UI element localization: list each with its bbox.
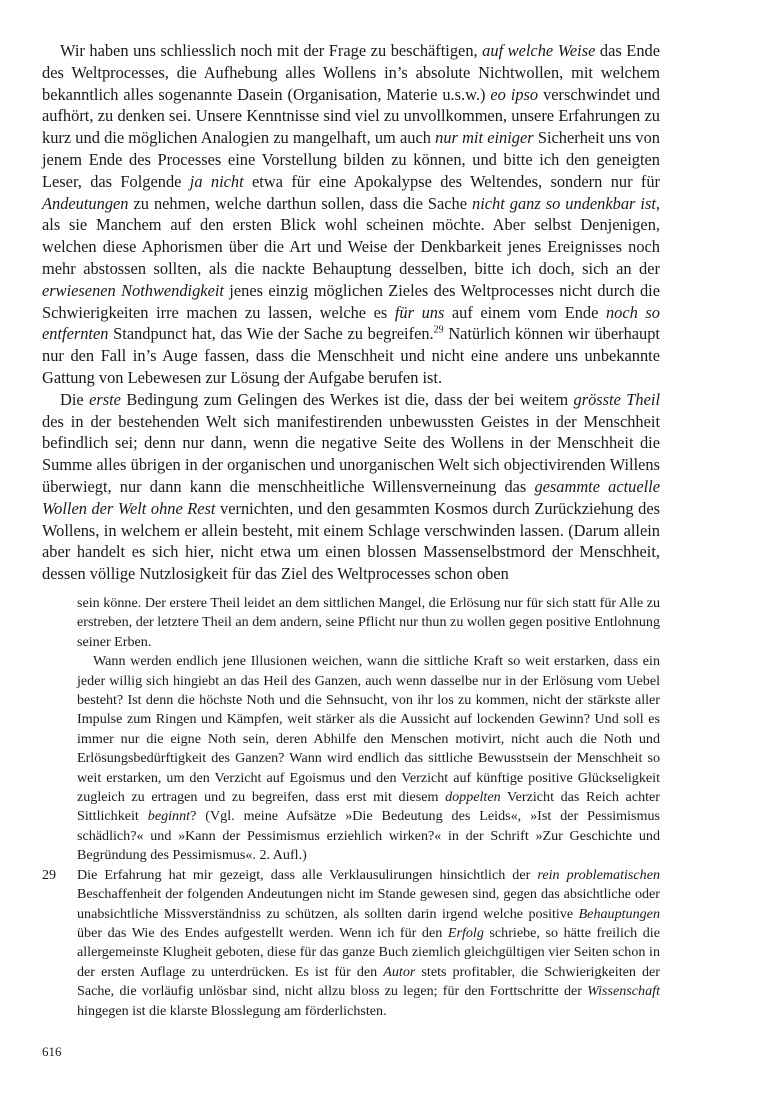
- emphasis-text: ja nicht: [189, 171, 244, 191]
- text-run: vernichten, und den gesammten Kosmos durch Zurückziehung des Wollens, in welchem er allein besteht, mit einem Schlage verschwinden lassen. (Darum allein aber handelt es sich hier, nicht etwa um einen blossen Massenselbstmord der Menschheit, dessen völlige Nutzlosigkeit für das Ziel des Weltprocesses schon oben: [42, 498, 660, 584]
- text-run: Die Erfahrung hat mir gezeigt, dass alle Verklausulirungen hinsichtlich der: [77, 866, 538, 883]
- emphasis-text: nicht ganz so undenkbar ist: [472, 193, 656, 213]
- text-run: stets profitabler, die Schwierigkeiten der Sache, die vorläufig unlösbar sind, nicht allzu bloss zu legen; für den Forttschritte der: [77, 963, 660, 1000]
- emphasis-text: für uns: [394, 302, 445, 322]
- text-run: Natürlich können wir überhaupt nur den Fall in’s Auge fassen, dass die Menschheit und nicht eine andere uns unbekannte Gattung von Lebewesen zur Lösung der Aufgabe berufen ist.: [42, 324, 660, 387]
- text-run: Bedingung zum Gelingen des Werkes ist die, dass der bei weitem: [120, 389, 574, 409]
- emphasis-text: grösste Theil: [573, 389, 660, 409]
- text-run: etwa für eine Apokalypse des Weltendes, sondern nur für: [243, 171, 661, 191]
- main-paragraph-2: [42, 389, 660, 585]
- emphasis-text: eo ipso: [490, 84, 539, 104]
- emphasis-text: auf welche Weise: [482, 41, 596, 60]
- emphasis-text: erwiesenen Nothwendigkeit: [42, 280, 224, 300]
- footnote-number: 29: [42, 866, 57, 883]
- emphasis-text: beginnt: [147, 808, 191, 825]
- text-run: des in der bestehenden Welt sich manifestirenden unbewussten Geistes in der Menschheit befindlich sei; denn nur dann, wenn die negative Seite des Wollens in der Menschheit die Summe alles übrigen in der organischen und unorganischen Welt sich objectivirenden Willens überwiegt, nur dann kann die menschheitliche Willensverneinung das: [42, 411, 660, 496]
- main-paragraph-1: [42, 40, 660, 389]
- emphasis-text: Behauptungen: [578, 905, 660, 922]
- text-run: zu nehmen, welche darthun sollen, dass die Sache: [128, 193, 473, 213]
- page-number: 616: [42, 1044, 62, 1059]
- footnote-continuation: [77, 594, 660, 652]
- footnote-29: [42, 866, 660, 1021]
- emphasis-text: Erfolg: [447, 924, 484, 941]
- text-run: Sicherheit uns von jenem Ende des Processes eine Vorstellung bilden zu können, und bitte ich den geneigten Leser, das Folgende: [42, 128, 660, 191]
- text-run: das Ende des Weltprocesses, die Aufhebung alles Wollens in’s absolute Nichtwollen, mit welchem bekanntlich alles sogenannte Dasein (Organisation, Materie u.s.w.): [42, 41, 660, 104]
- text-run: über das Wie des Endes aufgestellt werden. Wenn ich für den: [77, 924, 448, 941]
- text-run: ? (Vgl. meine Aufsätze »Die Bedeutung des Leids«, »Ist der Pessimismus schädlich?« und »Kann der Pessimismus erziehlich wirken?« in der Schrift »Zur Geschichte und Begründung des Pessimismus«. 2. Aufl.): [77, 808, 660, 864]
- emphasis-text: rein problematischen: [537, 866, 660, 883]
- text-run: auf einem vom Ende: [444, 302, 606, 322]
- emphasis-text: Wissenschaft: [587, 983, 660, 1000]
- emphasis-text: Andeutungen: [42, 193, 129, 213]
- footnote-29-text: [77, 866, 660, 1021]
- emphasis-text: erste: [89, 389, 121, 409]
- text-run: , als sie Manchem auf den ersten Blick wohl scheinen möchte. Aber selbst Denjenigen, welchen diese Aphorismen über die Art und Weise der Denkbarkeit jenes Ereignisses noch mehr abstossen sollten, als die nackte Behauptung desselben, bitte ich doch, sich an der: [42, 193, 661, 278]
- text-run: Die: [60, 389, 90, 409]
- text-run: jenes einzig möglichen Zieles des Weltprocesses nicht durch die Schwierigkeiten irre machen zu lassen, welche es: [42, 280, 661, 322]
- footnote-paragraph: [77, 652, 660, 865]
- emphasis-text: noch so entfernten: [42, 302, 660, 344]
- text-run: Verzicht das Reich achter Sittlichkeit: [77, 789, 660, 825]
- text-run: verschwindet und aufhört, zu denken sei. Unsere Kenntnisse sind viel zu unvollkommen, unsere Erfahrungen zu kurz und die möglichen Analogien zu mangelhaft, um auch: [42, 84, 660, 148]
- text-run: schriebe, so hätte freilich die allergemeinste Klugheit geboten, diese für das ganze Buch ziemlich gleichgültigen vier Seiten schon in der ersten Auflage zu unterdrücken. Es ist für den: [77, 924, 660, 980]
- text-run: Wann werden endlich jene Illusionen weichen, wann die sittliche Kraft so weit erstarken, dass ein jeder willig sich hingiebt an das Heil des Ganzen, auch wenn dasselbe nur in der Erlösung vom Uebel besteht? Ist denn die höchste Noth und die Sehnsucht, von ihr los zu kommen, nicht der stärkste aller Impulse zum Ringen und Kämpfen, weit stärker als die Aussicht auf lockenden Gewinn? Und soll es immer nur die eigne Noth sein, deren Abhilfe den Menschen motivirt, nicht auch die Noth und Erlösungsbedürftigkeit des Ganzen? Wann wird endlich das sittliche Bewusstsein der Menschheit so weit erstarken, um den Verzicht auf Egoismus und den Verzicht auf künftige positive Glückseligkeit zugleich zu ertragen und zu begreifen, dass erst mit diesem: [77, 653, 660, 806]
- text-run: Beschaffenheit der folgenden Andeutungen nicht im Stande gewesen sind, gegen das absichtliche oder unabsichtliche Missverständniss zu schützen, als sollten darin irgend welche positive: [77, 886, 660, 922]
- text-run: Standpunct hat, das Wie der Sache zu begreifen.: [108, 324, 434, 344]
- footnotes: [42, 594, 660, 1021]
- emphasis-text: Autor: [383, 963, 416, 980]
- text-run: Wir haben uns schliesslich noch mit der Frage zu beschäftigen,: [60, 41, 483, 60]
- main-text: [42, 40, 660, 585]
- emphasis-text: doppelten: [445, 789, 501, 806]
- text-run: hingegen ist die klarste Blosslegung am förderlichsten.: [77, 1002, 387, 1019]
- footnote-ref: 29: [433, 324, 444, 336]
- text-run: sein könne. Der erstere Theil leidet an dem sittlichen Mangel, die Erlösung nur für sich statt für Alle zu erstreben, der letztere Theil an dem andern, seine Pflicht nur thun zu wollen gegen positive Entlohnung seiner Erben.: [77, 595, 660, 650]
- emphasis-text: nur mit einiger: [435, 128, 534, 148]
- emphasis-text: gesammte actuelle Wollen der Welt ohne Rest: [42, 476, 660, 518]
